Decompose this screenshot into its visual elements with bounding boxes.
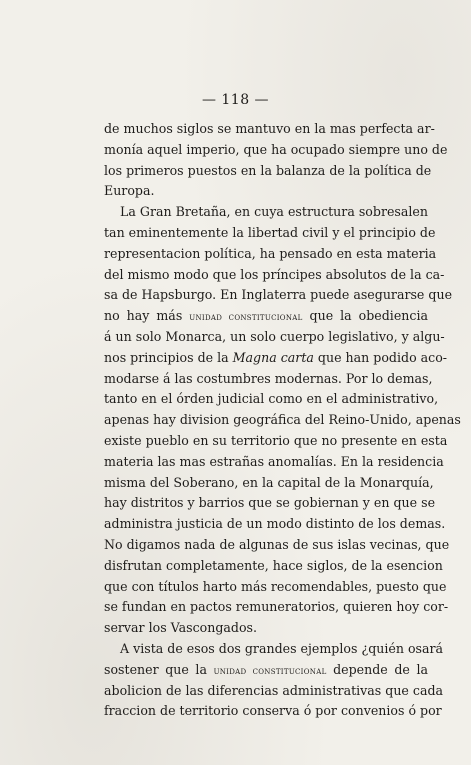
text-line [104,306,428,327]
small-caps-term: unidad constitucional [189,311,303,324]
text-line: misma del Soberano, en la capital de la Monarquía, [104,474,434,490]
text-segment: que han podido aco- [313,349,448,365]
text-line: servar los Vascongados. [104,620,257,636]
text-line: Europa. [104,183,155,199]
text-line: se fundan en pactos remuneratorios, quieren hoy cor- [104,599,449,615]
text-line [104,660,428,681]
body-text [104,119,461,722]
text-line: de muchos siglos se mantuvo en la mas perfecta ar- [104,121,435,136]
paragraph-2 [104,202,461,639]
text-line: hay distritos y barrios que se gobiernan y en que se [104,495,436,511]
paragraph-3 [104,639,444,722]
text-line: A vista de esos dos grandes ejemplos ¿quién osará [120,640,444,656]
page-number: — 118 — [201,92,270,108]
text-line: del mismo modo que los príncipes absolutos de la ca- [104,266,445,282]
text-line: sa de Hapsburgo. En Inglaterra puede asegurarse que [104,287,453,303]
text-line: materia las mas estrañas anomalías. En la residencia [104,453,444,469]
paragraph-1 [104,119,448,202]
text-segment: nos principios de la [104,349,233,365]
text-segment: depende de la [326,661,429,677]
text-segment: que la obediencia [302,308,428,324]
text-line: los primeros puestos en la balanza de la política de [104,162,432,178]
text-line: existe pueblo en su territorio que no presente en esta [104,432,448,448]
text-line: disfrutan completamente, hace siglos, de la esencion [104,557,443,573]
italic-term: Magna carta [232,349,314,365]
text-line: No digamos nada de algunas de sus islas vecinas, que [104,536,450,552]
text-line: apenas hay division geográfica del Reino-Unido, apenas [104,412,461,428]
text-line: abolicion de las diferencias administrativas que cada [104,682,444,698]
text-line: tanto en el órden judicial como en el administrativo, [104,391,439,407]
text-line: fraccion de territorio conserva ó por convenios ó por [104,703,442,719]
text-line: que con títulos harto más recomendables, puesto que [104,578,447,594]
text-line: tan eminentemente la libertad civil y el principio de [104,224,436,240]
text-line [104,348,448,369]
text-segment: sostener que la [104,661,214,677]
text-line: La Gran Bretaña, en cuya estructura sobresalen [120,204,428,220]
text-line: representacion política, ha pensado en esta materia [104,245,437,261]
small-caps-term: unidad constitucional [213,664,327,677]
text-line: á un solo Monarca, un solo cuerpo legislativo, y algu- [104,328,445,344]
text-line: administra justicia de un modo distinto de los demas. [104,516,446,532]
text-line: monía aquel imperio, que ha ocupado siempre uno de [104,141,448,157]
text-line: modarse á las costumbres modernas. Por lo demas, [104,370,433,386]
text-segment: no hay más [104,308,190,324]
